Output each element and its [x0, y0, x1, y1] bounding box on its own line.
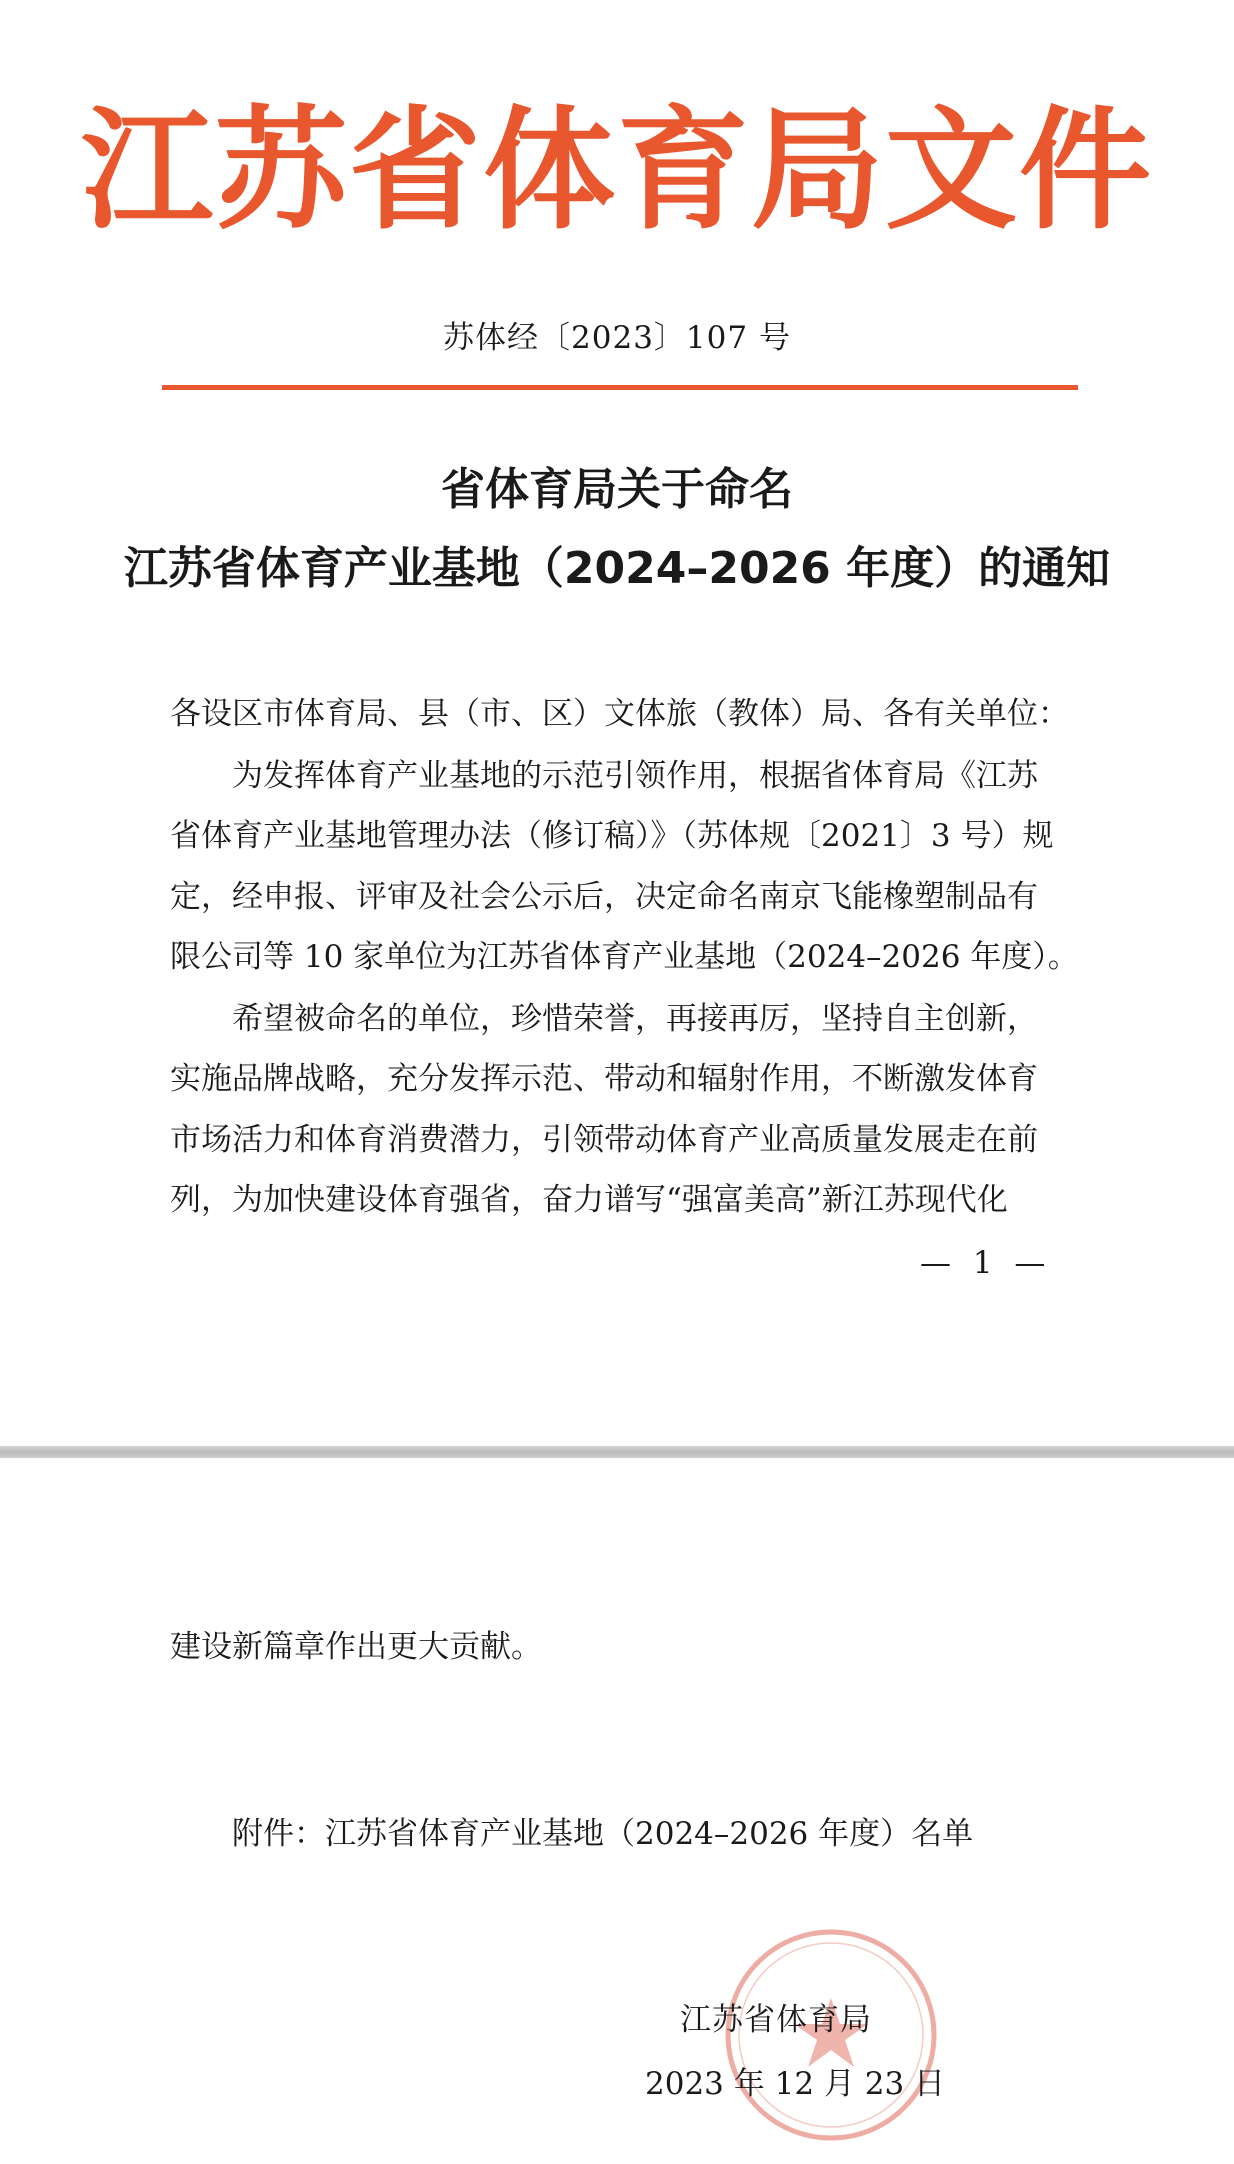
notice-title-line-2: 江苏省体育产业基地（2024–2026 年度）的通知	[123, 543, 1111, 594]
page-separator	[0, 1446, 1234, 1458]
body-line: 定，经申报、评审及社会公示后，决定命名南京飞能橡塑制品有	[170, 879, 1038, 915]
red-divider-rule	[162, 385, 1078, 390]
body-line: 希望被命名的单位，珍惜荣誉，再接再厉，坚持自主创新，	[232, 1001, 1038, 1037]
body-line: 省体育产业基地管理办法（修订稿）》（苏体规〔2021〕3 号）规	[170, 818, 1054, 854]
attachment-line: 附件：江苏省体育产业基地（2024–2026 年度）名单	[232, 1816, 974, 1852]
document-masthead: 江苏省体育局文件	[81, 94, 1153, 248]
signer-organization: 江苏省体育局	[680, 2002, 872, 2038]
salutation: 各设区市体育局、县（市、区）文体旅（教体）局、各有关单位：	[170, 696, 1069, 732]
body-line: 市场活力和体育消费潜力，引领带动体育产业高质量发展走在前	[170, 1122, 1038, 1158]
document-number: 苏体经〔2023〕107 号	[443, 320, 791, 356]
closing-line: 建设新篇章作出更大贡献。	[170, 1629, 542, 1665]
notice-title-line-1: 省体育局关于命名	[441, 464, 793, 515]
document-page-2	[0, 1458, 1234, 2164]
body-line: 列，为加快建设体育强省，奋力谱写“强富美高”新江苏现代化	[170, 1182, 1008, 1218]
body-line: 实施品牌战略，充分发挥示范、带动和辐射作用，不断激发体育	[170, 1061, 1038, 1097]
body-line: 限公司等 10 家单位为江苏省体育产业基地（2024–2026 年度）。	[170, 939, 1079, 975]
page-number: — 1 —	[920, 1245, 1052, 1281]
issue-date: 2023 年 12 月 23 日	[645, 2066, 946, 2102]
body-line: 为发挥体育产业基地的示范引领作用，根据省体育局《江苏	[232, 758, 1038, 794]
